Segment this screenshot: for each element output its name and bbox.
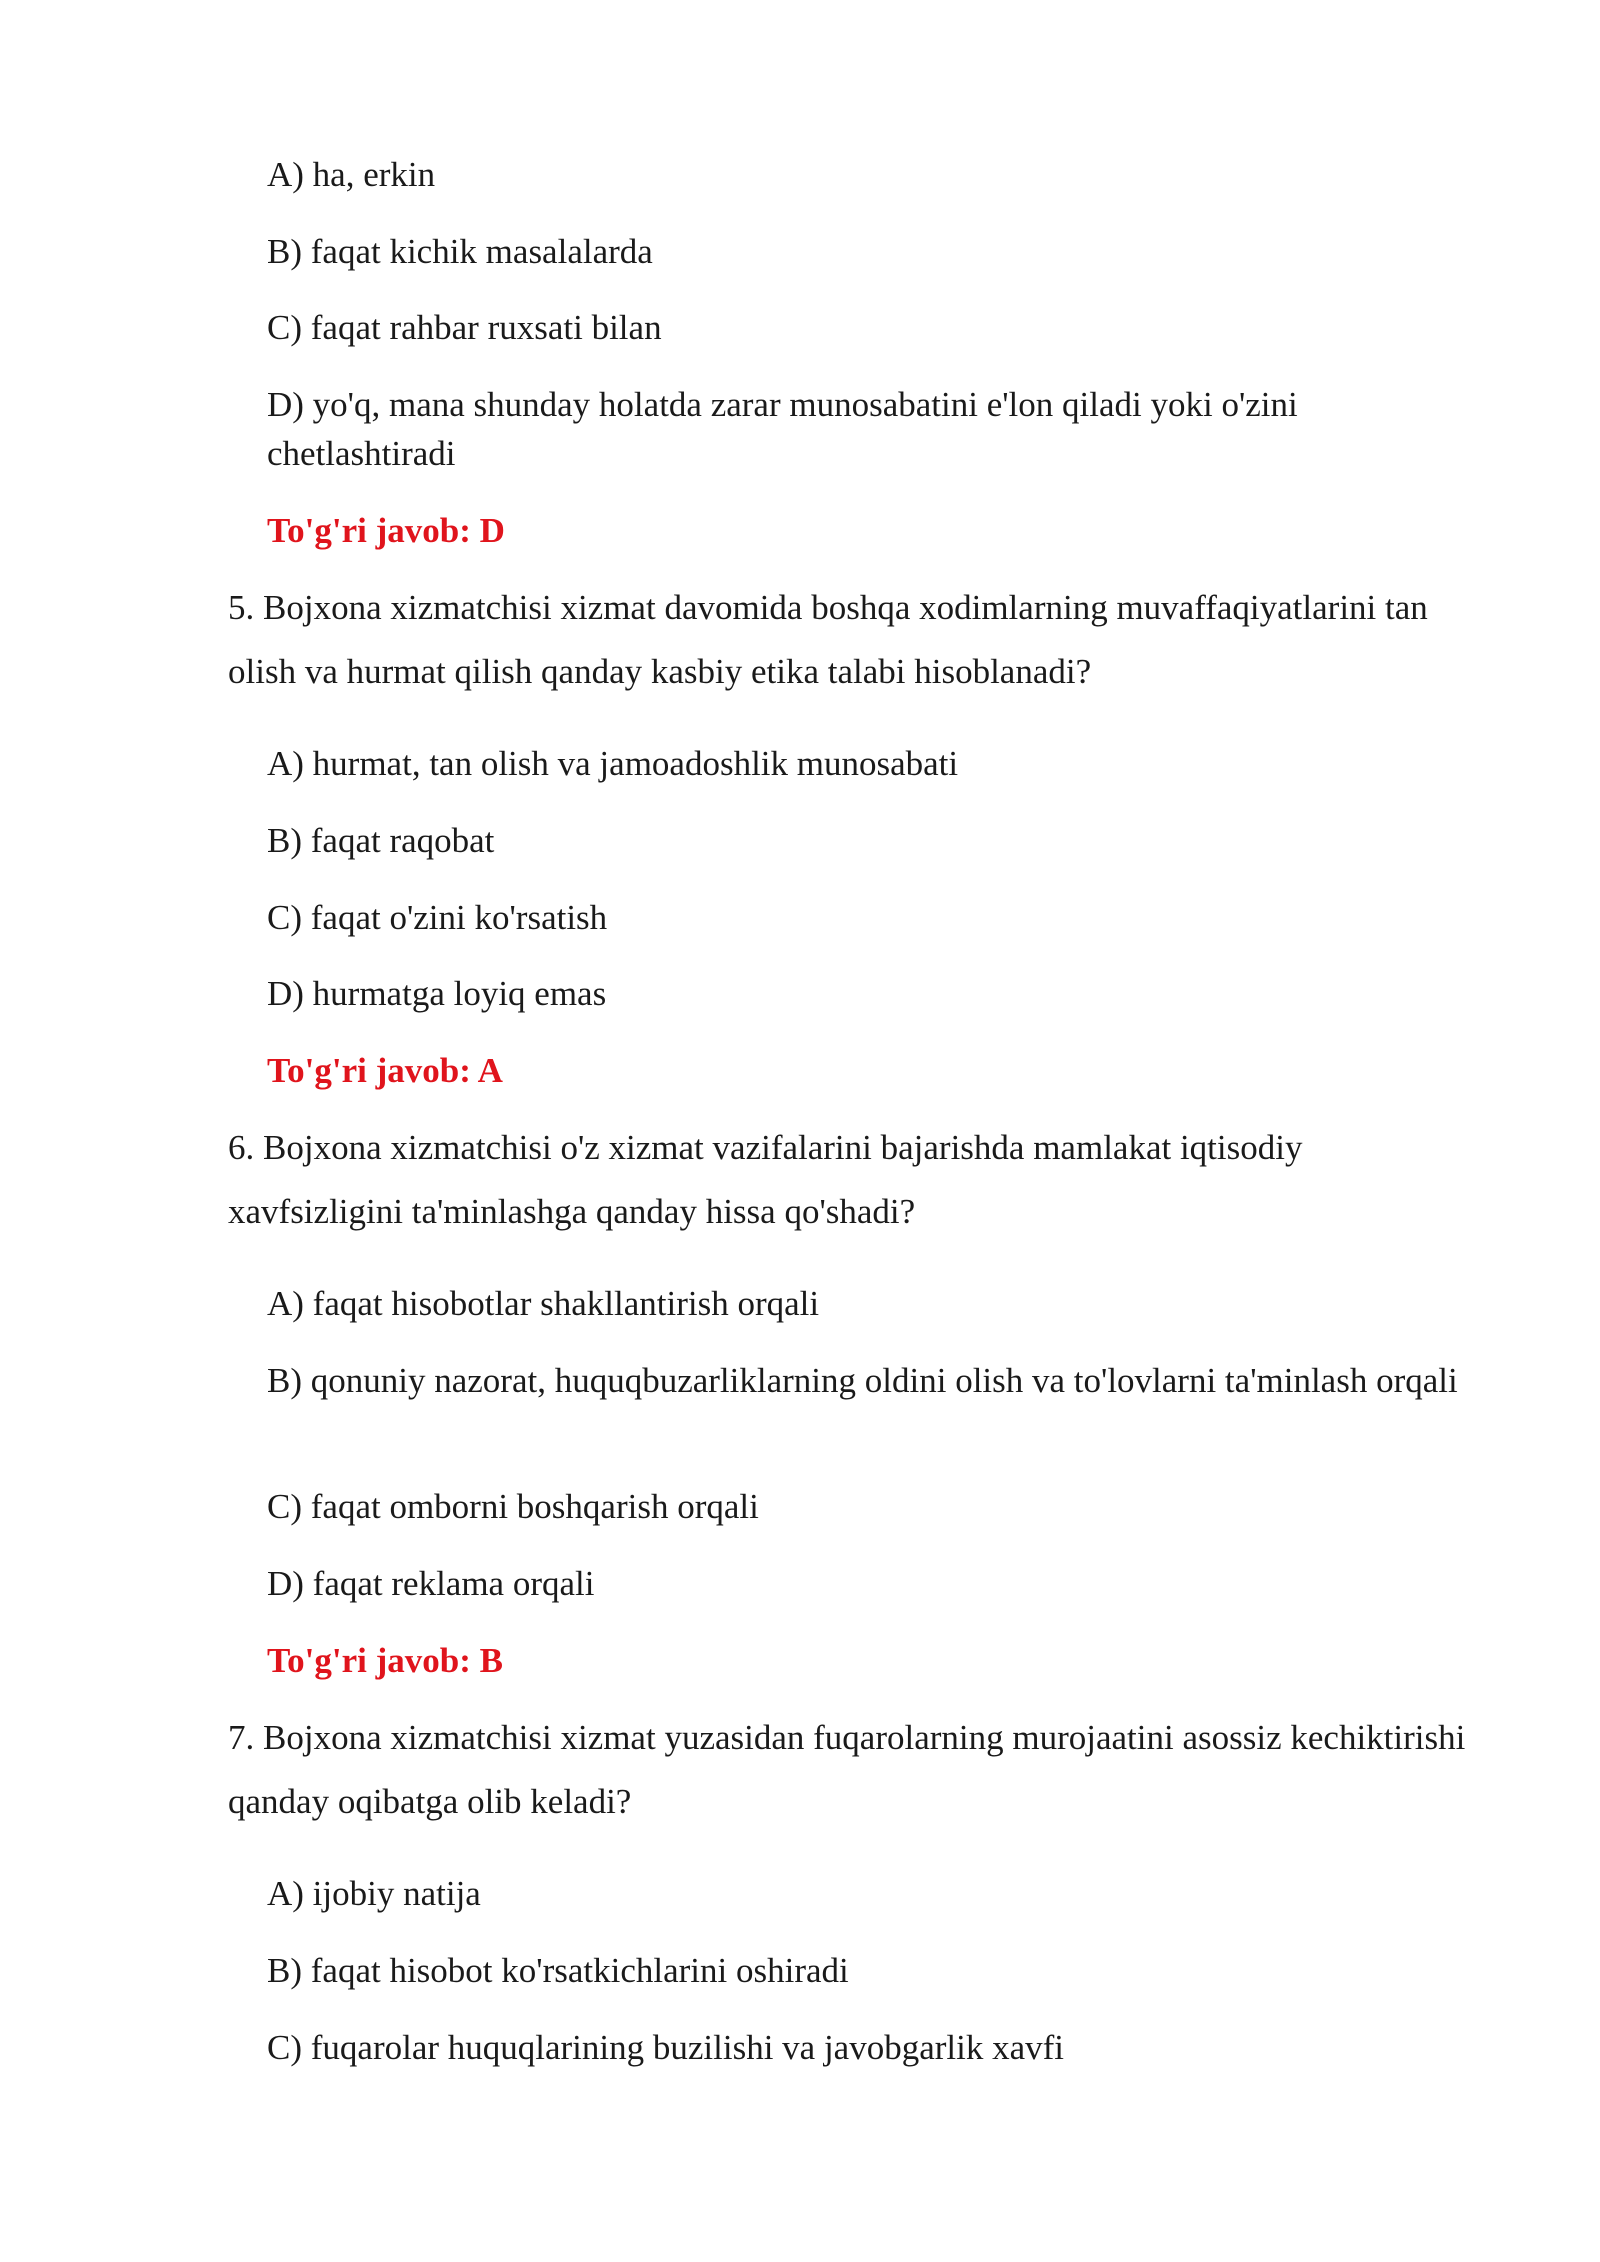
q5-option-a: A) hurmat, tan olish va jamoadoshlik munosabati bbox=[267, 744, 959, 783]
q6-option-c: C) faqat omborni boshqarish orqali bbox=[267, 1487, 759, 1526]
q4-option-c: C) faqat rahbar ruxsati bilan bbox=[267, 308, 662, 347]
q5-correct-answer: To'g'ri javob: A bbox=[267, 1051, 503, 1090]
q6-option-a: A) faqat hisobotlar shakllantirish orqali bbox=[267, 1284, 820, 1323]
q7-option-b: B) faqat hisobot ko'rsatkichlarini oshiradi bbox=[267, 1951, 849, 1990]
q7-question-text: 7. Bojxona xizmatchisi xizmat yuzasidan fuqarolarning murojaatini asossiz kechiktirishi qanday oqibatga olib keladi? bbox=[228, 1718, 1466, 1821]
q5-option-b: B) faqat raqobat bbox=[267, 821, 495, 860]
q5-option-d: D) hurmatga loyiq emas bbox=[267, 974, 607, 1013]
q4-option-d: D) yo'q, mana shunday holatda zarar munosabatini e'lon qiladi yoki o'zini chetlashtiradi bbox=[267, 385, 1298, 473]
q6-option-b: B) qonuniy nazorat, huquqbuzarliklarning oldini olish va to'lovlarni ta'minlash orqali bbox=[267, 1361, 1458, 1400]
q6-correct-answer: To'g'ri javob: B bbox=[267, 1641, 503, 1680]
q4-correct-answer: To'g'ri javob: D bbox=[267, 511, 505, 550]
q5-question-text: 5. Bojxona xizmatchisi xizmat davomida boshqa xodimlarning muvaffaqiyatlarini tan olish va hurmat qilish qanday kasbiy etika talabi hisoblanadi? bbox=[228, 588, 1428, 691]
q5-option-c: C) faqat o'zini ko'rsatish bbox=[267, 898, 608, 937]
q7-option-a: A) ijobiy natija bbox=[267, 1874, 481, 1913]
q6-option-d: D) faqat reklama orqali bbox=[267, 1564, 595, 1603]
q4-option-a: A) ha, erkin bbox=[267, 155, 436, 194]
q6-question-text: 6. Bojxona xizmatchisi o'z xizmat vazifalarini bajarishda mamlakat iqtisodiy xavfsizligini ta'minlashga qanday hissa qo'shadi? bbox=[228, 1128, 1303, 1231]
q7-option-c: C) fuqarolar huquqlarining buzilishi va javobgarlik xavfi bbox=[267, 2028, 1065, 2067]
q4-option-b: B) faqat kichik masalalarda bbox=[267, 232, 653, 271]
